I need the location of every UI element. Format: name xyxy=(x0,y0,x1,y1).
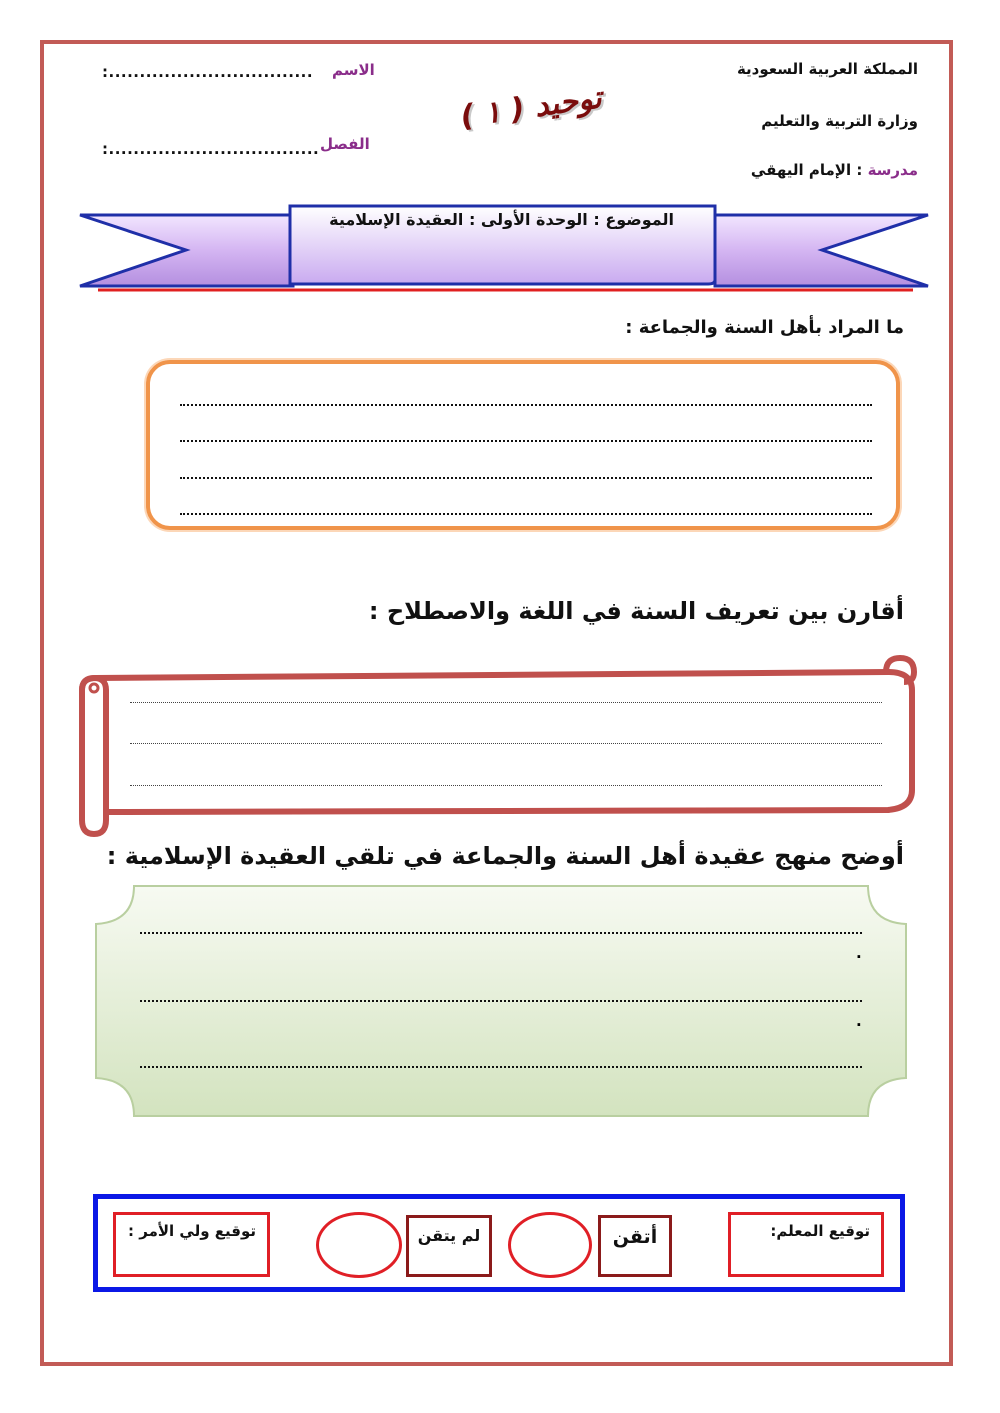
ministry-name: وزارة التربية والتعليم xyxy=(761,112,918,130)
class-label: الفصل xyxy=(320,135,370,153)
answer-2-line-3[interactable] xyxy=(130,775,882,786)
answer-1-line-3[interactable] xyxy=(180,465,872,479)
answer-scroll-2 xyxy=(76,650,918,840)
school-line xyxy=(751,161,918,179)
mastered-label: أتقن xyxy=(612,1226,658,1248)
not-mastered-label: لم يتقن xyxy=(417,1226,481,1245)
name-field[interactable]: :................................. xyxy=(102,63,314,81)
answer-2-line-2[interactable] xyxy=(130,733,882,744)
name-label: الاسم xyxy=(332,61,375,79)
school-label: مدرسة xyxy=(867,161,918,179)
answer-3-line-1[interactable] xyxy=(140,922,862,934)
answer-1-line-1[interactable] xyxy=(180,392,872,406)
question-3: أوضح منهج عقيدة أهل السنة والجماعة في تلقي العقيدة الإسلامية : xyxy=(106,842,904,870)
not-mastered-circle[interactable] xyxy=(316,1212,402,1278)
guardian-signature-label: توقيع ولي الأمر : xyxy=(128,1222,256,1240)
question-2: أقارن بين تعريف السنة في اللغة والاصطلاح : xyxy=(368,597,904,625)
question-1: ما المراد بأهل السنة والجماعة : xyxy=(625,317,904,338)
kingdom-name: المملكة العربية السعودية xyxy=(736,60,918,78)
school-name: : الإمام اليهقي xyxy=(750,161,868,179)
answer-3-mark-1: . xyxy=(856,944,862,962)
banner-subject: الموضوع : الوحدة الأولى : العقيدة الإسلامية xyxy=(329,210,674,229)
answer-1-line-2[interactable] xyxy=(180,428,872,442)
answer-2-line-1[interactable] xyxy=(130,692,882,703)
answer-1-line-4[interactable] xyxy=(180,501,872,515)
not-mastered-box xyxy=(406,1215,492,1277)
teacher-signature-label: توقيع المعلم: xyxy=(770,1222,870,1240)
class-field[interactable]: :.................................. xyxy=(102,140,320,158)
answer-3-line-2[interactable] xyxy=(140,990,862,1002)
answer-3-mark-2: . xyxy=(856,1012,862,1030)
answer-3-line-3[interactable] xyxy=(140,1056,862,1068)
mastered-circle[interactable] xyxy=(508,1212,592,1278)
worksheet-title: توحيد ( ١ ) xyxy=(458,80,604,135)
